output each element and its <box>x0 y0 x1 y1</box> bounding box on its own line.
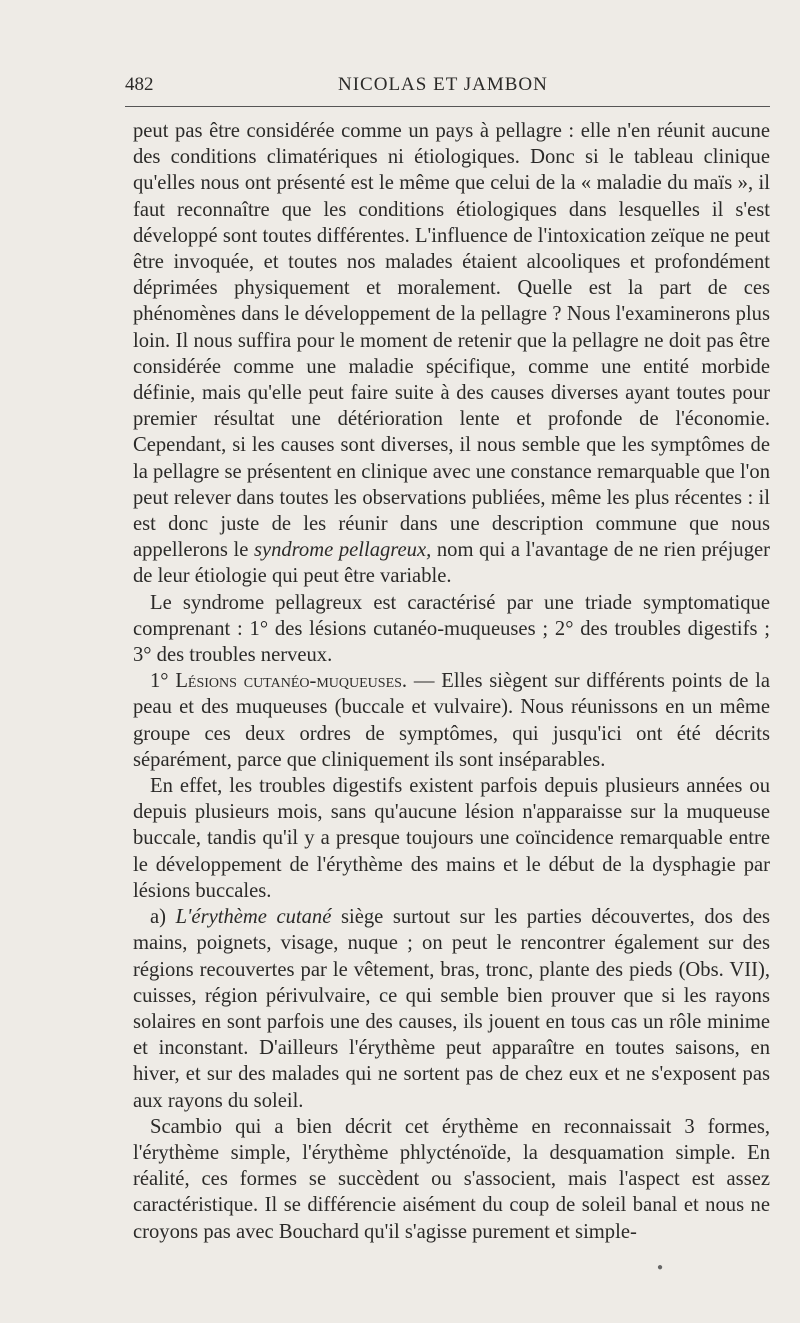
paragraph-1 <box>133 118 770 590</box>
paragraph-5 <box>133 904 770 1114</box>
italic-term: syndrome pellagreux, <box>253 539 432 562</box>
paragraph-4: En effet, les troubles digestifs existent parfois depuis plusieurs années ou depuis plusieurs mois, sans qu'aucune lésion n'apparaisse sur la muqueuse buccale, tandis qu'il y a presque toujours une coïncidence remarquable entre le développement de l'érythème des mains et le début de la dysphagie par lésions buccales. <box>133 775 770 902</box>
running-title: NICOLAS ET JAMBON <box>338 74 548 95</box>
paragraph-1-text: peut pas être considérée comme un pays à pellagre : elle n'en réunit aucune des conditions climatériques ni étiologiques. Donc si le tableau clinique qu'elles nous ont présenté est le même que celui de la « maladie du maïs », il faut reconnaître que les conditions étiologiques dans lesquelles il s'est développé sont toutes différentes. L'influence de l'intoxication zeïque ne peut être invoquée, et toutes nos malades étaient alcooliques et profondément déprimées physiquement et moralement. Quelle est la part de ces phénomènes dans le développement de la pellagre ? Nous l'examinerons plus loin. Il nous suffira pour le moment de retenir que la pellagre ne doit pas être considérée comme une maladie spécifique, comme une entité morbide définie, mais qu'elle peut faire suite à des causes diverses ayant toutes pour premier résultat une détérioration lente et profonde de l'économie. Cependant, si les causes sont diverses, il nous semble que les symptômes de la pellagre se présentent en clinique avec une constance remarquable que l'on peut relever dans toutes les observations publiées, même les plus récentes : il est donc juste de les réunir dans une description commune que nous appellerons le <box>133 120 770 562</box>
paragraph-5-text: siège surtout sur les parties découvertes, dos des mains, poignets, visage, nuque ; on peut le rencontrer également sur des régions recouvertes par le vêtement, bras, tronc, plante des pieds (Obs. VII), cuisses, région périvulvaire, ce qui semble bien prouver que si les rayons solaires en sont parfois une des causes, ils jouent en tous cas un rôle minime et inconstant. D'ailleurs l'érythème peut apparaître en toutes saisons, en hiver, et sur des malades qui ne sortent pas de chez eux et ne s'exposent pas aux rayons du soleil. <box>133 906 770 1112</box>
ink-dot: ● <box>657 1262 664 1273</box>
section-heading: 1° Lésions cutanéo-muqueuses. <box>150 670 408 693</box>
paragraph-3-text: — Elles siègent sur différents points de la peau et des muqueuses (buccale et vulvaire). Nous réunissons en un même groupe ces deux ordres de symptômes, qui jusqu'ici ont été décrits séparément, parce que cliniquement ils sont inséparables. <box>133 670 770 771</box>
page-header <box>125 70 770 100</box>
body-text <box>133 118 770 1245</box>
paragraph-1-end: nom qui a l'avantage de ne rien préjuger de leur étiologie qui peut être variable. <box>133 539 770 588</box>
paragraph-6: Scambio qui a bien décrit cet érythème en reconnaissait 3 formes, l'érythème simple, l'érythème phlycténoïde, la desquamation simple. En réalité, ces formes se succèdent ou s'associent, mais l'aspect est assez caractéristique. Il se différencie aisément du coup de soleil banal et nous ne croyons pas avec Bouchard qu'il s'agisse purement et simple- <box>133 1115 770 1243</box>
item-label: a) <box>150 906 166 929</box>
paragraph-3 <box>133 668 770 773</box>
header-rule <box>125 106 770 107</box>
italic-subheading: L'érythème cutané <box>175 906 332 929</box>
paragraph-2: Le syndrome pellagreux est caractérisé par une triade symptomatique comprenant : 1° des lésions cutanéo-muqueuses ; 2° des troubles digestifs ; 3° des troubles nerveux. <box>133 591 770 667</box>
page-number: 482 <box>125 74 154 95</box>
